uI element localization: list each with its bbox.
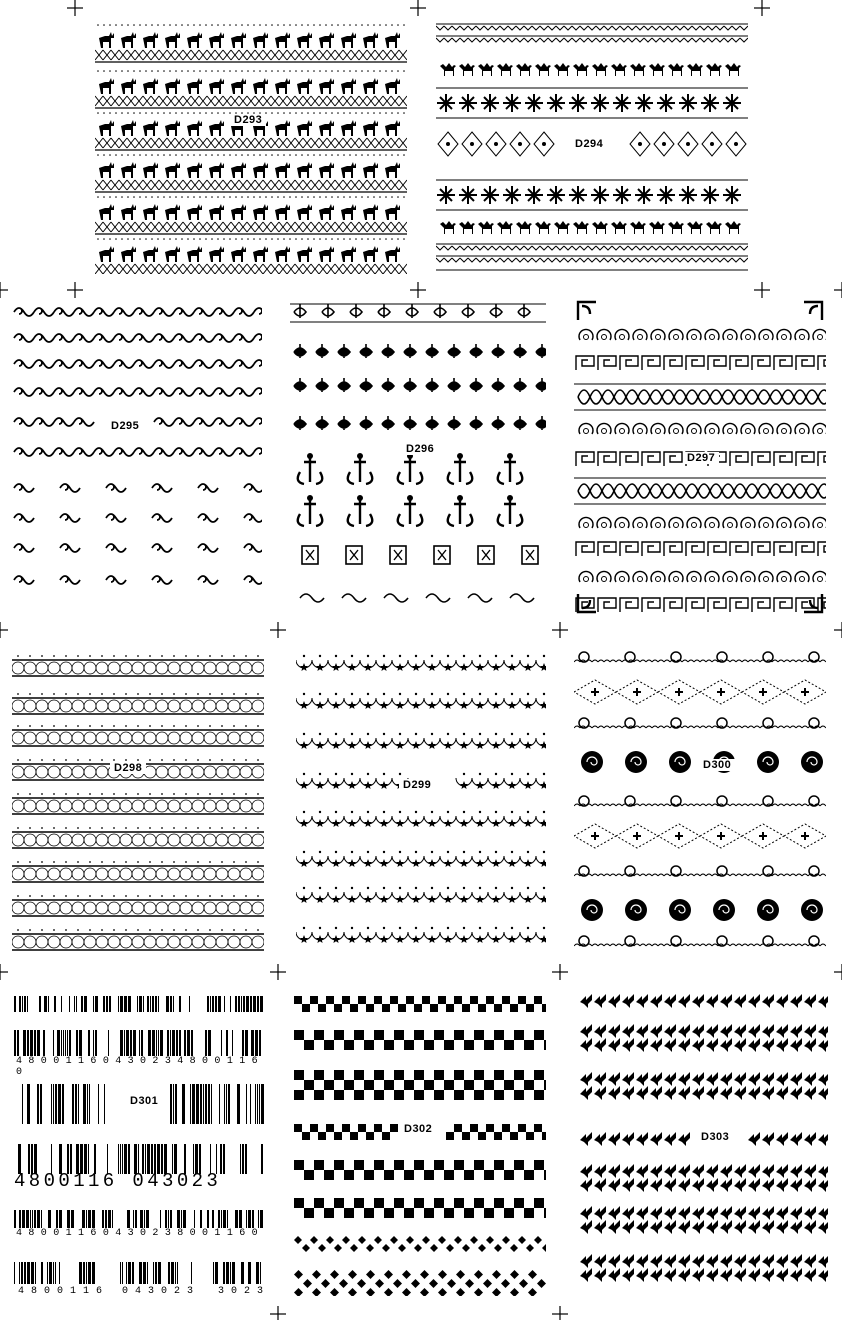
design-code-label: D297 xyxy=(683,452,719,464)
swirl-strip xyxy=(14,360,262,368)
lace-border-strip xyxy=(436,244,748,270)
lace-strip xyxy=(12,793,264,814)
design-code-label: D293 xyxy=(230,114,266,126)
design-code-label: D296 xyxy=(402,443,438,455)
lace-strip xyxy=(12,861,264,882)
cloud-strip xyxy=(579,423,826,434)
star-scallop-strip xyxy=(296,927,546,943)
greek-key-strip xyxy=(576,542,826,556)
rose-vine-strip xyxy=(574,866,826,876)
swirl-strip xyxy=(14,448,262,456)
lace-strip xyxy=(12,929,264,950)
barcode-number-large: 4800116 043023 xyxy=(14,1170,222,1192)
houndstooth-pattern xyxy=(578,992,828,1298)
star-scallop-strip xyxy=(296,851,546,867)
houndstooth-strip xyxy=(580,994,828,1008)
sticker-panel-d294 xyxy=(436,22,748,274)
rose-pattern xyxy=(574,648,826,958)
reindeer-strip xyxy=(95,70,407,108)
design-code-label: D303 xyxy=(697,1131,733,1143)
barcode-strip xyxy=(14,1030,261,1056)
snowflake-strip xyxy=(436,88,748,118)
lace-strip xyxy=(12,655,264,676)
checker-strip xyxy=(294,1030,546,1050)
ornament-strip xyxy=(294,344,546,358)
swirl-strip xyxy=(14,484,262,492)
star-scallop-strip xyxy=(296,811,546,827)
sticker-panel-d296 xyxy=(290,298,546,616)
lace-strip xyxy=(12,693,264,714)
checker-strip xyxy=(294,1270,546,1296)
star-scallop-strip xyxy=(296,693,546,709)
design-code-label: D300 xyxy=(699,759,735,771)
reindeer-strip xyxy=(95,196,407,234)
sticker-panel-d298 xyxy=(12,652,264,958)
ornament-strip xyxy=(290,304,546,322)
rose-cluster-strip xyxy=(581,899,823,921)
houndstooth-strip xyxy=(580,1164,828,1192)
barcode-strip xyxy=(14,996,263,1012)
lace-border-strip xyxy=(436,24,748,42)
swirl-pattern xyxy=(10,298,262,616)
reindeer-pattern xyxy=(95,22,407,274)
sticker-panel-d299 xyxy=(296,652,546,958)
barcode-pattern xyxy=(12,992,264,1304)
houndstooth-strip xyxy=(580,1072,828,1100)
checker-strip xyxy=(294,996,546,1012)
ornament-pattern xyxy=(290,298,546,616)
checker-pattern xyxy=(294,996,546,1296)
small-swirl-strip xyxy=(300,594,534,602)
star-scallop-strip xyxy=(296,887,546,903)
greek-key-strip xyxy=(576,356,826,370)
fleur-strip xyxy=(298,495,523,526)
checker-strip xyxy=(294,1198,546,1218)
design-code-label: D298 xyxy=(110,762,146,774)
sticker-panel-d293 xyxy=(95,22,407,274)
reindeer-strip xyxy=(95,154,407,192)
design-code-label: D302 xyxy=(400,1123,436,1135)
sticker-panel-d303 xyxy=(578,992,828,1298)
cloud-strip xyxy=(579,517,826,528)
ornament-strip xyxy=(294,378,546,392)
sticker-panel-d301 xyxy=(12,992,264,1304)
camel-strip xyxy=(440,221,741,234)
ornament-strip xyxy=(294,416,546,430)
sticker-panel-d300 xyxy=(574,648,826,958)
swirl-strip xyxy=(14,544,262,552)
rose-vine-strip xyxy=(574,796,826,806)
sticker-panel-d295 xyxy=(10,298,262,616)
barcode-number: 4 8 0 0 1 1 6 0 4 3 0 2 3 8 0 0 1 1 6 0 xyxy=(16,1228,258,1239)
star-scallop-strip xyxy=(296,655,546,671)
barcode-number: 3 0 2 3 xyxy=(218,1286,264,1297)
swirl-strip xyxy=(14,308,262,316)
barcode-number: 0 4 3 0 2 3 xyxy=(122,1286,194,1297)
cloud-strip xyxy=(579,571,826,582)
heart-scroll-strip xyxy=(574,478,826,504)
swirl-strip xyxy=(14,334,262,342)
lace-strip xyxy=(12,895,264,916)
houndstooth-strip xyxy=(580,1024,828,1052)
snowflake-strip xyxy=(436,180,748,210)
rose-vine-strip xyxy=(574,718,826,728)
design-code-label: D294 xyxy=(571,138,607,150)
checker-strip xyxy=(294,1070,546,1100)
fleur-strip xyxy=(298,453,523,484)
barcode-strip xyxy=(14,1262,261,1284)
lace-strip xyxy=(12,725,264,746)
design-code-label: D295 xyxy=(107,420,143,432)
sticker-panel-d297 xyxy=(574,298,826,616)
sticker-panel-d302 xyxy=(294,996,546,1296)
design-code-label: D299 xyxy=(399,779,435,791)
barcode-strip xyxy=(14,1210,263,1228)
houndstooth-strip xyxy=(580,1206,828,1234)
design-code-label: D301 xyxy=(126,1095,162,1107)
square-ornament-strip xyxy=(302,546,538,564)
rose-vine-strip xyxy=(574,936,826,946)
heart-scroll-strip xyxy=(574,384,826,410)
swirl-strip xyxy=(14,388,262,396)
star-scallop-strip xyxy=(296,733,546,749)
reindeer-strip xyxy=(95,238,407,274)
camel-strip xyxy=(440,63,741,76)
greek-key-strip xyxy=(576,598,826,612)
checker-strip xyxy=(294,1236,546,1252)
rose-vine-strip xyxy=(574,652,826,662)
swirl-strip xyxy=(14,576,262,584)
lace-strip xyxy=(12,827,264,848)
cloud-strip xyxy=(579,329,826,340)
diamond-vine-strip xyxy=(574,680,826,704)
houndstooth-strip xyxy=(580,1254,828,1282)
star-pattern xyxy=(296,652,546,958)
lace-pattern xyxy=(12,652,264,958)
reindeer-strip xyxy=(95,24,407,62)
barcode-number: 4 8 0 0 1 1 6 xyxy=(18,1286,103,1297)
barcode-number: 4 8 0 0 1 1 6 0 4 3 0 2 3 4 8 0 0 1 1 6 0 xyxy=(16,1056,258,1078)
checker-strip xyxy=(294,1160,546,1180)
diamond-vine-strip xyxy=(574,824,826,848)
swirl-strip xyxy=(14,514,262,522)
